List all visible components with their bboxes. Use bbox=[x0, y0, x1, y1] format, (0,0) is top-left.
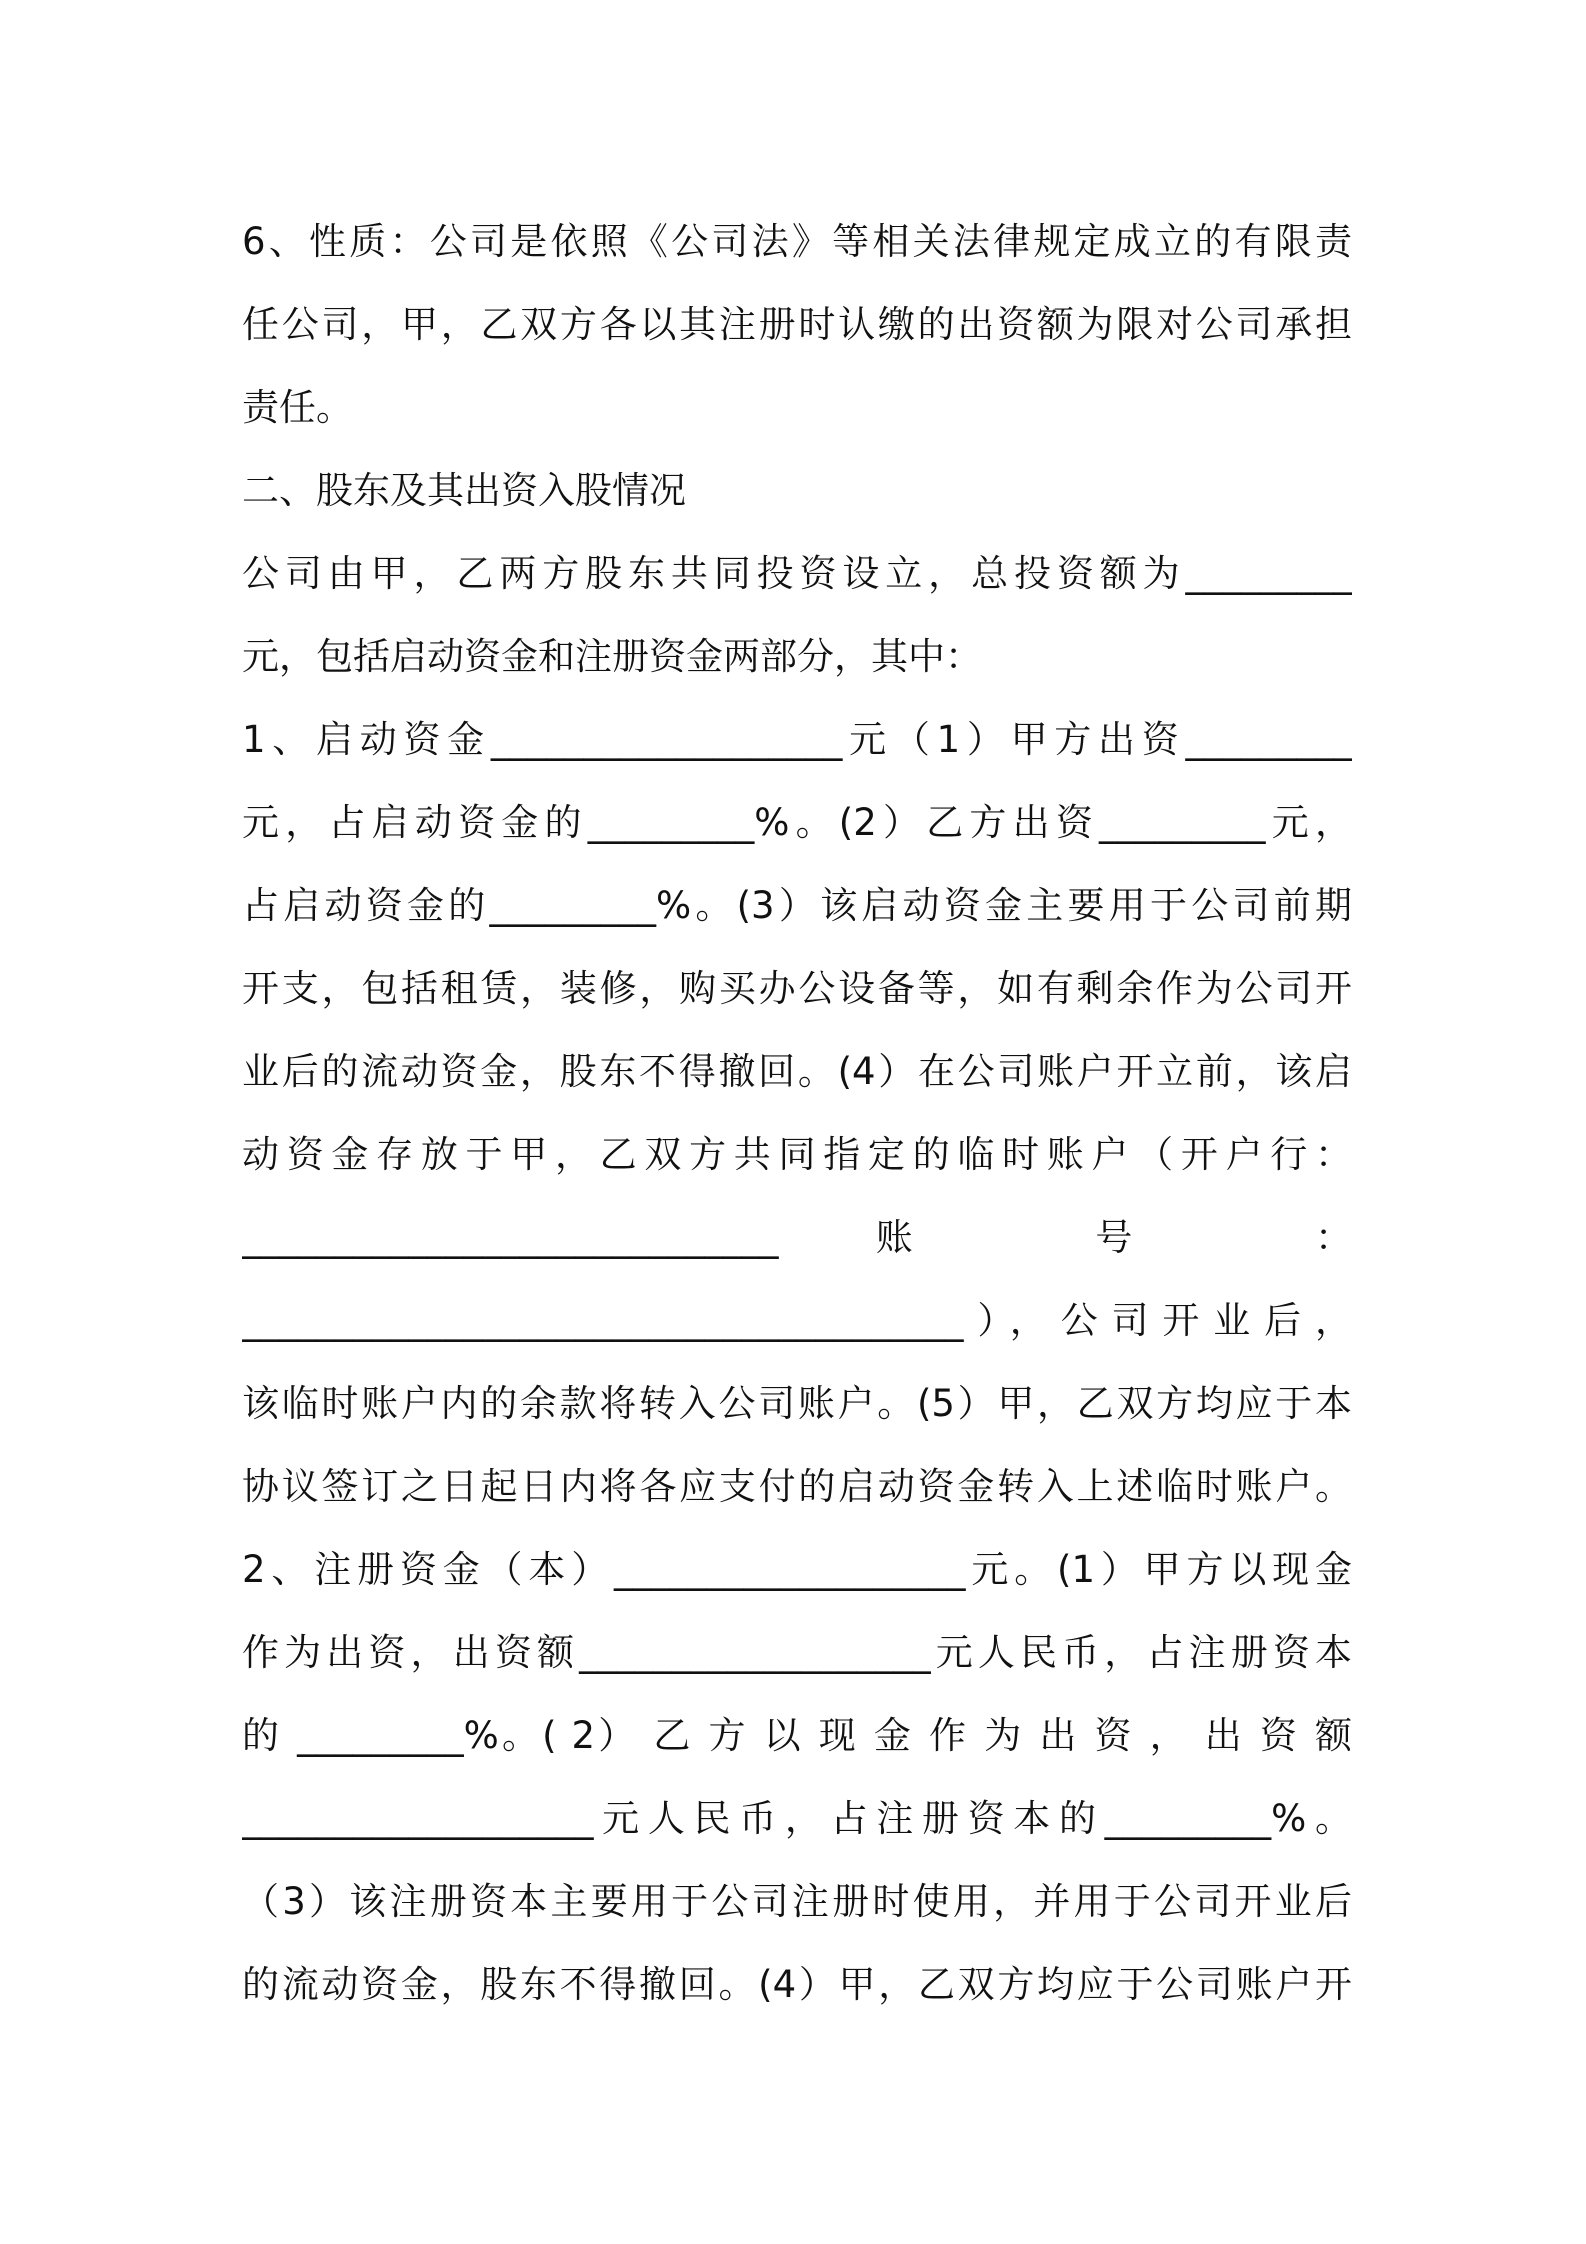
paragraph-line: （3）该注册资本主要用于公司注册时使用，并用于公司开业后 bbox=[242, 1880, 1352, 1923]
paragraph-line: 的 _________%。( 2） 乙 方 以 现 金 作 为 出 资 ， 出 资 额 bbox=[242, 1714, 1352, 1757]
paragraph-line: ___________________元人民币，占注册资本的_________%。 bbox=[242, 1797, 1352, 1840]
document-body bbox=[242, 200, 1352, 2026]
paragraph-line: 动资金存放于甲，乙双方共同指定的临时账户（开户行： bbox=[242, 1133, 1352, 1176]
paragraph-line: 协议签订之日起日内将各应支付的启动资金转入上述临时账户。 bbox=[242, 1465, 1352, 1508]
paragraph-line: 作为出资，出资额___________________元人民币，占注册资本 bbox=[242, 1631, 1352, 1674]
paragraph-line: _______________________________________），公司开业后， bbox=[242, 1299, 1352, 1342]
paragraph-line: 6、性质：公司是依照《公司法》等相关法律规定成立的有限责 bbox=[242, 220, 1352, 263]
paragraph-line: 责任。 bbox=[242, 386, 353, 429]
paragraph-line: _____________________________ 账 号 ： bbox=[242, 1216, 1352, 1259]
paragraph-line: 元，占启动资金的_________%。(2）乙方出资_________元， bbox=[242, 801, 1352, 844]
paragraph-line: 该临时账户内的余款将转入公司账户。(5）甲，乙双方均应于本 bbox=[242, 1382, 1352, 1425]
paragraph-line: 的流动资金，股东不得撤回。(4）甲，乙双方均应于公司账户开 bbox=[242, 1963, 1352, 2006]
paragraph-line: 占启动资金的_________%。(3）该启动资金主要用于公司前期 bbox=[242, 884, 1352, 927]
paragraph-line: 公司由甲，乙两方股东共同投资设立，总投资额为_________ bbox=[242, 552, 1352, 595]
paragraph-line: 2、注册资金（本）___________________元。(1）甲方以现金 bbox=[242, 1548, 1352, 1591]
paragraph-line: 任公司，甲，乙双方各以其注册时认缴的出资额为限对公司承担 bbox=[242, 303, 1352, 346]
paragraph-line: 业后的流动资金，股东不得撤回。(4）在公司账户开立前，该启 bbox=[242, 1050, 1352, 1093]
paragraph-line: 1、启动资金___________________元（1）甲方出资_________ bbox=[242, 718, 1352, 761]
section-heading: 二、股东及其出资入股情况 bbox=[242, 469, 686, 512]
paragraph-line: 元，包括启动资金和注册资金两部分，其中： bbox=[242, 635, 982, 678]
paragraph-line: 开支，包括租赁，装修，购买办公设备等，如有剩余作为公司开 bbox=[242, 967, 1352, 1010]
